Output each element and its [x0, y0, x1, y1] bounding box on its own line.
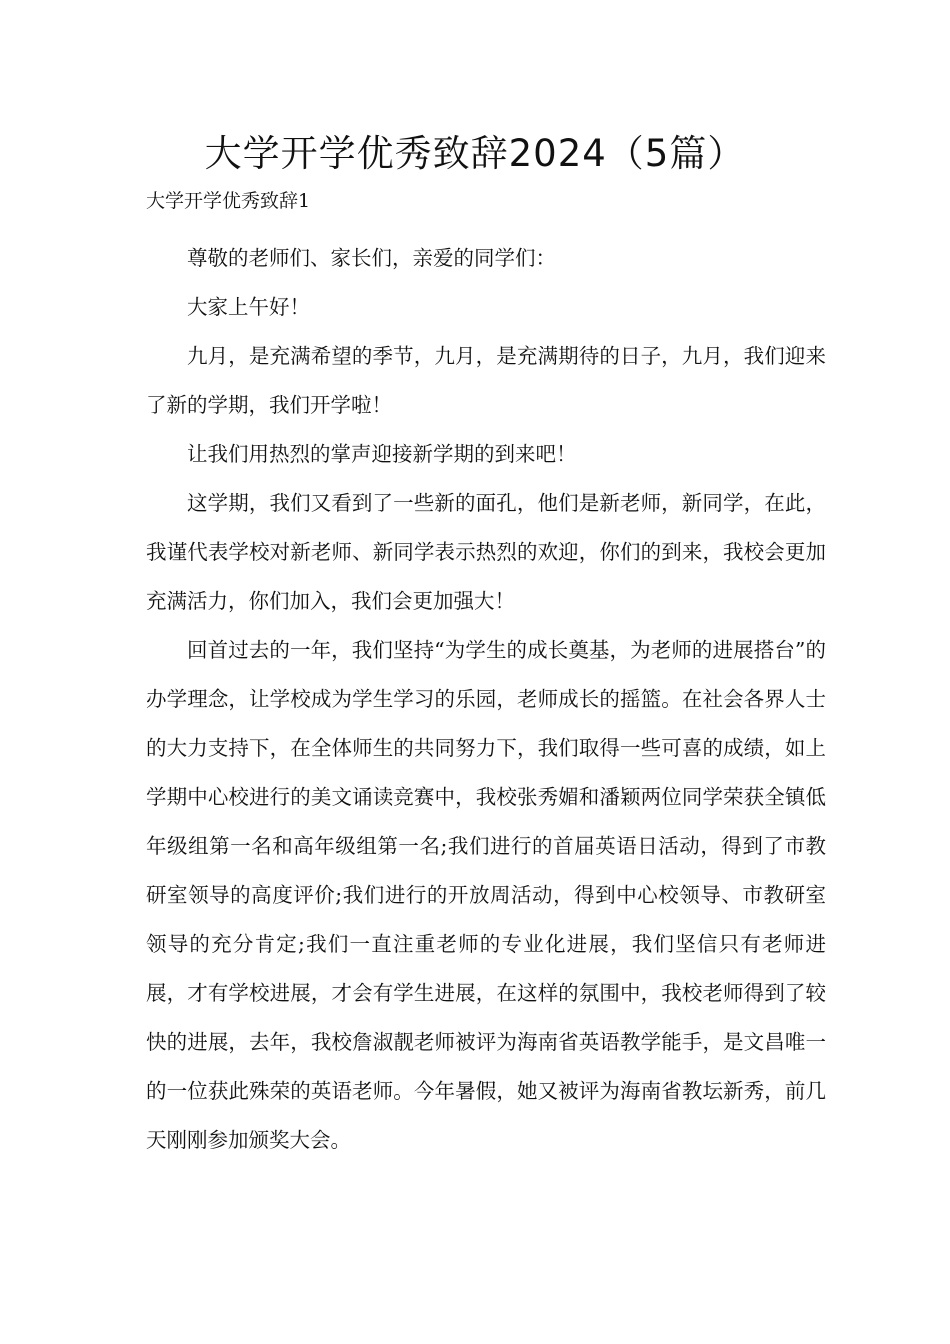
- paragraph-review: 回首过去的一年，我们坚持“为学生的成长奠基，为老师的进展搭台”的办学理念，让学校成为学生学习的乐园，老师成长的摇篮。在社会各界人士的大力支持下，在全体师生的共同努力下，我们取得一些可喜的成绩，如上学期中心校进行的美文诵读竞赛中，我校张秀媚和潘颖两位同学荣获全镇低年级组第一名和高年级组第一名;我们进行的首届英语日活动，得到了市教研室领导的高度评价;我们进行的开放周活动，得到中心校领导、市教研室领导的充分肯定;我们一直注重老师的专业化进展，我们坚信只有老师进展，才有学校进展，才会有学生进展，在这样的氛围中，我校老师得到了较快的进展，去年，我校詹淑靓老师被评为海南省英语教学能手，是文昌唯一的一位获此殊荣的英语老师。今年暑假，她又被评为海南省教坛新秀，前几天刚刚参加颁奖大会。: [146, 638, 826, 1152]
- paragraph-salutation: 尊敬的老师们、家长们，亲爱的同学们：: [187, 246, 556, 270]
- paragraph-applause: 让我们用热烈的掌声迎接新学期的到来吧！: [187, 442, 577, 466]
- document-body: [146, 234, 826, 1165]
- paragraph-greeting: 大家上午好！: [187, 295, 310, 319]
- paragraph-welcome: 这学期，我们又看到了一些新的面孔，他们是新老师，新同学，在此，我谨代表学校对新老师、新同学表示热烈的欢迎，你们的到来，我校会更加充满活力，你们加入，我们会更加强大！: [146, 491, 826, 613]
- document-title: 大学开学优秀致辞2024（5篇）: [204, 132, 746, 175]
- paragraph-september: 九月，是充满希望的季节，九月，是充满期待的日子，九月，我们迎来了新的学期，我们开学啦！: [146, 344, 826, 417]
- section-heading: 大学开学优秀致辞1: [146, 190, 311, 212]
